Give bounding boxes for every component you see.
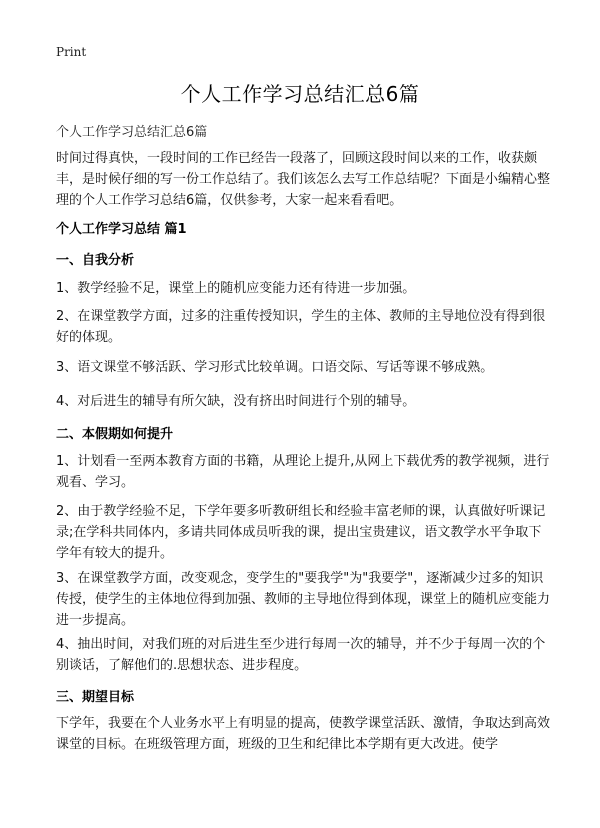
paragraph: 3、语文课堂不够活跃、学习形式比较单调。口语交际、写话等课不够成熟。 (56, 360, 494, 375)
paragraph: 4、抽出时间，对我们班的对后进生至少进行每周一次的辅导，并不少于每周一次的个别谈话，了解他们的.思想状态、进步程度。 (56, 637, 546, 673)
intro-paragraph: 时间过得真快，一段时间的工作已经告一段落了，回顾这段时间以来的工作，收获颇丰，是时候仔细的写一份工作总结了。我们该怎么去写工作总结呢？下面是小编精心整理的个人工作学习总结6篇，仅供参考，大家一起来看看吧。 (56, 151, 551, 208)
paragraph: 3、在课堂教学方面，改变观念，变学生的"要我学"为"我要学"，逐渐减少过多的知识传授，使学生的主体地位得到加强、教师的主导地位得到体现，课堂上的随机应变能力进一步提高。 (56, 571, 551, 628)
paragraph: 1、教学经验不足，课堂上的随机应变能力还有待进一步加强。 (56, 281, 416, 296)
paragraph: 下学年，我要在个人业务水平上有明显的提高，使教学课堂活跃、激情，争取达到高效课堂的目标。在班级管理方面，班级的卫生和纪律比本学期有更大改进。使学 (56, 716, 551, 752)
heading-holiday-improvement: 二、本假期如何提升 (56, 427, 174, 442)
document-subtitle: 个人工作学习总结汇总6篇 (56, 125, 208, 140)
paragraph: 2、由于教学经验不足，下学年要多听教研组长和经验丰富老师的课，认真做好听课记录;在学科共同体内，多请共同体成员听我的课，提出宝贵建议，语文教学水平争取下学年有较大的提升。 (56, 504, 546, 561)
heading-self-analysis: 一、自我分析 (56, 253, 135, 268)
paragraph: 1、计划看一至两本教育方面的书籍，从理论上提升,从网上下载优秀的教学视频，进行观看、学习。 (56, 454, 550, 490)
print-label[interactable]: Print (56, 45, 87, 59)
paragraph: 4、对后进生的辅导有所欠缺，没有挤出时间进行个别的辅导。 (56, 394, 416, 409)
document-title: 个人工作学习总结汇总6篇 (180, 82, 420, 106)
section-title: 个人工作学习总结 篇1 (56, 222, 187, 237)
heading-expected-goals: 三、期望目标 (56, 690, 135, 705)
paragraph: 2、在课堂教学方面，过多的注重传授知识，学生的主体、教师的主导地位没有得到很好的体现。 (56, 309, 546, 345)
